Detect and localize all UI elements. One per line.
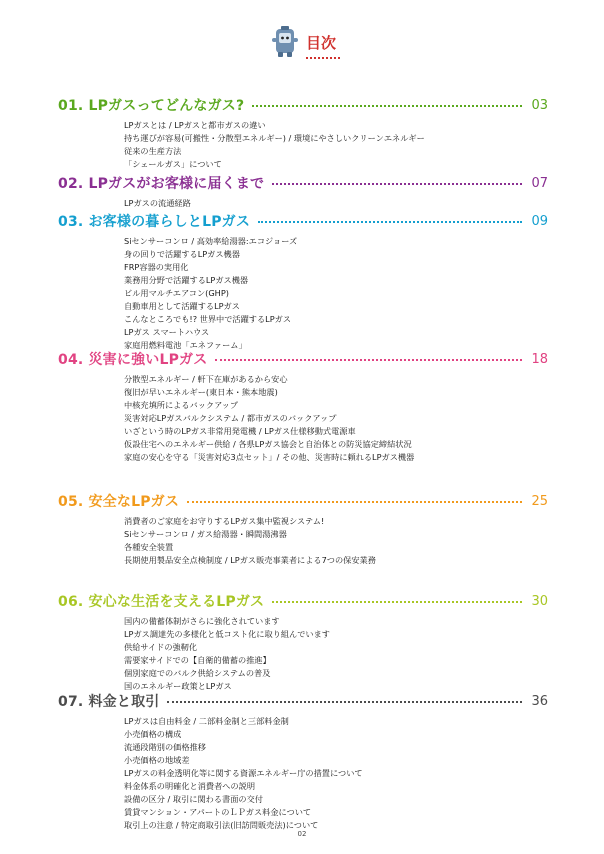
section-page-number: 25 xyxy=(531,493,548,509)
toc-item[interactable]: 個別家庭でのバルク供給システムの普及 xyxy=(124,668,271,678)
dotted-leader xyxy=(167,701,522,703)
toc-item[interactable]: LPガス調達先の多様化と低コスト化に取り組んでいます xyxy=(124,629,330,639)
toc-item[interactable]: 家庭の安心を守る「災害対応3点セット」/ その他、災害時に頼れるLPガス機器 xyxy=(124,452,415,462)
dotted-leader xyxy=(272,601,522,603)
section-page-number: 30 xyxy=(531,593,548,609)
toc-section-06 xyxy=(58,590,548,690)
toc-header xyxy=(270,22,336,62)
toc-item[interactable]: LPガスの料金透明化等に関する資源エネルギー庁の措置について xyxy=(124,768,363,778)
toc-section-02 xyxy=(58,172,548,210)
section-title[interactable]: 05. 安全なLPガス xyxy=(58,494,180,510)
page-number: 02 xyxy=(297,830,307,838)
toc-item[interactable]: LPガス スマートハウス xyxy=(124,327,210,337)
toc-item[interactable]: 持ち運びが容易(可搬性・分散型エネルギー) / 環境にやさしいクリーンエネルギー xyxy=(124,133,425,143)
section-page-number: 03 xyxy=(531,97,548,113)
mascot-icon xyxy=(270,26,300,58)
toc-item[interactable]: 自動車用として活躍するLPガス xyxy=(124,301,240,311)
toc-item[interactable]: 災害対応LPガスバルクシステム / 都市ガスのバックアップ xyxy=(124,413,337,423)
toc-item[interactable]: LPガスとは / LPガスと都市ガスの違い xyxy=(124,120,266,130)
section-title[interactable]: 07. 料金と取引 xyxy=(58,694,160,710)
toc-section-07 xyxy=(58,690,548,835)
section-page-number: 18 xyxy=(531,351,548,367)
toc-item[interactable]: 復旧が早いエネルギー(東日本・熊本地震) xyxy=(124,387,278,397)
toc-item[interactable]: 各種安全装置 xyxy=(124,542,174,552)
dotted-leader xyxy=(272,183,522,185)
toc-item[interactable]: 国内の備蓄体制がさらに強化されています xyxy=(124,616,280,626)
toc-item[interactable]: 「シェールガス」について xyxy=(124,159,222,169)
toc-item[interactable]: 設備の区分 / 取引に関わる書面の交付 xyxy=(124,794,263,804)
section-title[interactable]: 03. お客様の暮らしとLPガス xyxy=(58,214,251,230)
toc-section-04 xyxy=(58,348,548,490)
toc-item[interactable]: 取引上の注意 / 特定商取引法(旧訪問販売法)について xyxy=(124,820,319,830)
dotted-leader xyxy=(215,359,522,361)
toc-item[interactable]: 流通段階別の価格推移 xyxy=(124,742,206,752)
section-title[interactable]: 01. LPガスってどんなガス? xyxy=(58,98,245,114)
toc-item[interactable]: 家庭用燃料電池「エネファーム」 xyxy=(124,340,247,350)
toc-item[interactable]: 料金体系の明確化と消費者への説明 xyxy=(124,781,256,791)
toc-item[interactable]: ビル用マルチエアコン(GHP) xyxy=(124,288,229,298)
dotted-leader xyxy=(252,105,522,107)
toc-item[interactable]: 仮設住宅へのエネルギー供給 / 各県LPガス協会と自治体との防災協定締結状況 xyxy=(124,439,412,449)
toc-item[interactable]: 長期使用製品安全点検制度 / LPガス販売事業者による7つの保安業務 xyxy=(124,555,376,565)
toc-item[interactable]: 従来の生産方法 xyxy=(124,146,182,156)
dotted-leader xyxy=(258,221,522,223)
toc-item[interactable]: 消費者のご家庭をお守りするLPガス集中監視システム! xyxy=(124,516,325,526)
table-of-contents xyxy=(58,94,548,835)
toc-item[interactable]: 業務用分野で活躍するLPガス機器 xyxy=(124,275,249,285)
toc-item[interactable]: LPガスの流通経路 xyxy=(124,198,191,208)
toc-item[interactable]: 賃貸マンション・アパートのＬＰガス料金について xyxy=(124,807,312,817)
toc-item[interactable]: LPガスは自由料金 / 二部料金制と三部料金制 xyxy=(124,716,289,726)
toc-item[interactable]: 国のエネルギー政策とLPガス xyxy=(124,681,232,691)
toc-item[interactable]: 需要家サイドでの【自衛的備蓄の推進】 xyxy=(124,655,271,665)
toc-item[interactable]: 小売価格の構成 xyxy=(124,729,182,739)
toc-item[interactable]: いざという時のLPガス非常用発電機 / LPガス仕様移動式電源車 xyxy=(124,426,356,436)
page-title: 目次 xyxy=(306,33,337,52)
section-page-number: 07 xyxy=(531,175,548,191)
toc-section-05 xyxy=(58,490,548,590)
toc-item[interactable]: 中核充填所によるバックアップ xyxy=(124,400,239,410)
toc-item[interactable]: 小売価格の地域差 xyxy=(124,755,190,765)
toc-item[interactable]: 供給サイドの強靭化 xyxy=(124,642,198,652)
toc-item[interactable]: 身の回りで活躍するLPガス機器 xyxy=(124,249,240,259)
section-page-number: 36 xyxy=(531,693,548,709)
section-title[interactable]: 06. 安心な生活を支えるLPガス xyxy=(58,594,265,610)
dotted-leader xyxy=(187,501,522,503)
section-page-number: 09 xyxy=(531,213,548,229)
section-title[interactable]: 04. 災害に強いLPガス xyxy=(58,352,208,368)
toc-item[interactable]: こんなところでも!? 世界中で活躍するLPガス xyxy=(124,314,292,324)
toc-item[interactable]: Siセンサーコンロ / 高効率給湯器:エコジョーズ xyxy=(124,236,298,246)
toc-item[interactable]: 分散型エネルギー / 軒下在庫があるから安心 xyxy=(124,374,288,384)
section-title[interactable]: 02. LPガスがお客様に届くまで xyxy=(58,176,265,192)
toc-item[interactable]: FRP容器の実用化 xyxy=(124,262,189,272)
toc-section-03 xyxy=(58,210,548,348)
toc-item[interactable]: Siセンサーコンロ / ガス給湯器・瞬間湯沸器 xyxy=(124,529,287,539)
toc-section-01 xyxy=(58,94,548,172)
